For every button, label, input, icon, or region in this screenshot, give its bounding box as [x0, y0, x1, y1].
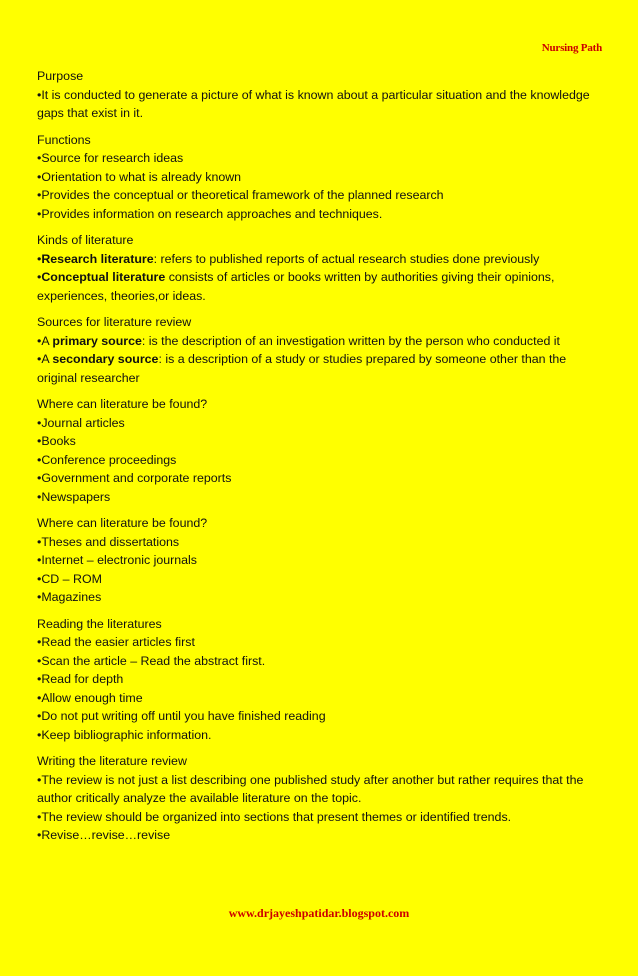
section-where-1: [37, 395, 607, 506]
bullet-text: It is conducted to generate a picture of what is known about a particular situation and the knowledge gaps that exist in it.: [37, 87, 590, 120]
section-heading: Where can literature be found?: [37, 516, 208, 530]
bullet-item: [37, 168, 607, 187]
document-body: [37, 67, 607, 853]
section-functions: [37, 131, 607, 224]
term-definition: : is a description of a study or studies prepared by someone other than the original researcher: [37, 352, 567, 385]
bullet-item: [37, 771, 607, 808]
bullet-item: [37, 551, 607, 570]
bullet-glyph: •: [37, 590, 42, 604]
bullet-glyph: •: [37, 251, 42, 266]
bullet-glyph: •: [37, 352, 42, 366]
section-heading: Purpose: [37, 69, 84, 83]
bullet-item: [37, 707, 607, 726]
bullet-glyph: •: [37, 709, 42, 723]
bullet-item: [37, 268, 607, 305]
term-prefix: A: [41, 352, 53, 366]
bullet-item: [37, 350, 607, 387]
bullet-item: [37, 826, 607, 845]
bullet-glyph: •: [37, 690, 42, 705]
section-heading: Where can literature be found?: [37, 397, 208, 411]
section-heading: Writing the literature review: [37, 754, 187, 768]
bullet-item: [37, 451, 607, 470]
bullet-text: Internet – electronic journals: [41, 553, 198, 567]
bullet-glyph: •: [37, 809, 42, 824]
bullet-text: Source for research ideas: [41, 151, 184, 165]
bullet-text: Theses and dissertations: [41, 534, 180, 549]
section-kinds: [37, 231, 607, 305]
bullet-glyph: •: [37, 169, 42, 184]
bullet-item: [37, 670, 607, 689]
section-heading: Sources for literature review: [37, 315, 192, 329]
term-bold: Research literature: [41, 251, 154, 266]
bullet-text: Newspapers: [41, 489, 111, 504]
bullet-text: Books: [41, 434, 76, 448]
bullet-glyph: •: [37, 434, 42, 448]
bullet-item: [37, 633, 607, 652]
term-definition: : is the description of an investigation written by the person who conducted it: [141, 333, 560, 348]
bullet-item: [37, 570, 607, 589]
bullet-glyph: •: [37, 452, 42, 467]
section-purpose: [37, 67, 607, 123]
bullet-glyph: •: [37, 151, 42, 165]
bullet-glyph: •: [37, 653, 42, 668]
bullet-text: The review should be organized into sections that present themes or identified trends.: [41, 809, 512, 824]
section-heading: Functions: [37, 132, 91, 147]
term-bold: Conceptual literature: [41, 270, 166, 284]
bullet-glyph: •: [37, 571, 42, 586]
section-heading: Kinds of literature: [37, 233, 134, 247]
bullet-item: [37, 652, 607, 671]
section-reading: [37, 615, 607, 745]
bullet-text: Magazines: [41, 590, 102, 604]
bullet-glyph: •: [37, 828, 42, 842]
section-writing: [37, 752, 607, 845]
bullet-item: [37, 186, 607, 205]
header-title: Nursing Path: [541, 42, 602, 54]
bullet-glyph: •: [37, 87, 42, 102]
bullet-glyph: •: [37, 206, 42, 221]
bullet-glyph: •: [37, 270, 42, 284]
section-where-2: [37, 514, 607, 607]
bullet-glyph: •: [37, 672, 42, 686]
bullet-glyph: •: [37, 635, 42, 649]
footer-url[interactable]: www.drjayeshpatidar.blogspot.com: [228, 906, 410, 920]
section-sources: [37, 313, 607, 387]
bullet-item: [37, 469, 607, 488]
bullet-text: Scan the article – Read the abstract first.: [41, 653, 266, 668]
term-prefix: A: [41, 333, 53, 348]
bullet-item: [37, 414, 607, 433]
bullet-glyph: •: [37, 188, 42, 202]
term-definition: consists of articles or books written by authorities giving their opinions, experiences, theories,or ideas.: [37, 270, 555, 303]
bullet-item: [37, 205, 607, 224]
bullet-item: [37, 726, 607, 745]
bullet-text: Revise…revise…revise: [41, 828, 171, 842]
bullet-glyph: •: [37, 727, 42, 742]
bullet-item: [37, 533, 607, 552]
bullet-item: [37, 250, 607, 269]
bullet-item: [37, 689, 607, 708]
bullet-text: Conference proceedings: [41, 452, 177, 467]
term-bold: primary source: [52, 333, 142, 348]
bullet-text: Read for depth: [41, 672, 124, 686]
bullet-text: Provides the conceptual or theoretical framework of the planned research: [41, 188, 444, 202]
bullet-item: [37, 588, 607, 607]
bullet-glyph: •: [37, 471, 42, 485]
bullet-text: Government and corporate reports: [41, 471, 232, 485]
bullet-glyph: •: [37, 489, 42, 504]
bullet-glyph: •: [37, 553, 42, 567]
bullet-glyph: •: [37, 415, 42, 430]
bullet-glyph: •: [37, 534, 42, 549]
bullet-item: [37, 332, 607, 351]
bullet-text: Orientation to what is already known: [41, 169, 242, 184]
bullet-item: [37, 808, 607, 827]
bullet-item: [37, 86, 607, 123]
bullet-text: Provides information on research approaches and techniques.: [41, 206, 383, 221]
bullet-glyph: •: [37, 772, 42, 787]
bullet-text: Read the easier articles first: [41, 635, 195, 649]
bullet-text: Keep bibliographic information.: [41, 727, 212, 742]
bullet-text: Journal articles: [41, 415, 125, 430]
term-bold: secondary source: [52, 352, 159, 366]
bullet-glyph: •: [37, 333, 42, 348]
section-heading: Reading the literatures: [37, 616, 162, 631]
bullet-text: Allow enough time: [41, 690, 143, 705]
bullet-item: [37, 432, 607, 451]
bullet-item: [37, 149, 607, 168]
bullet-text: The review is not just a list describing one published study after another but rather requires that the author critically analyze the available literature on the topic.: [37, 772, 584, 805]
bullet-text: Do not put writing off until you have finished reading: [41, 709, 326, 723]
bullet-item: [37, 488, 607, 507]
bullet-text: CD – ROM: [41, 571, 102, 586]
term-definition: : refers to published reports of actual research studies done previously: [153, 251, 540, 266]
